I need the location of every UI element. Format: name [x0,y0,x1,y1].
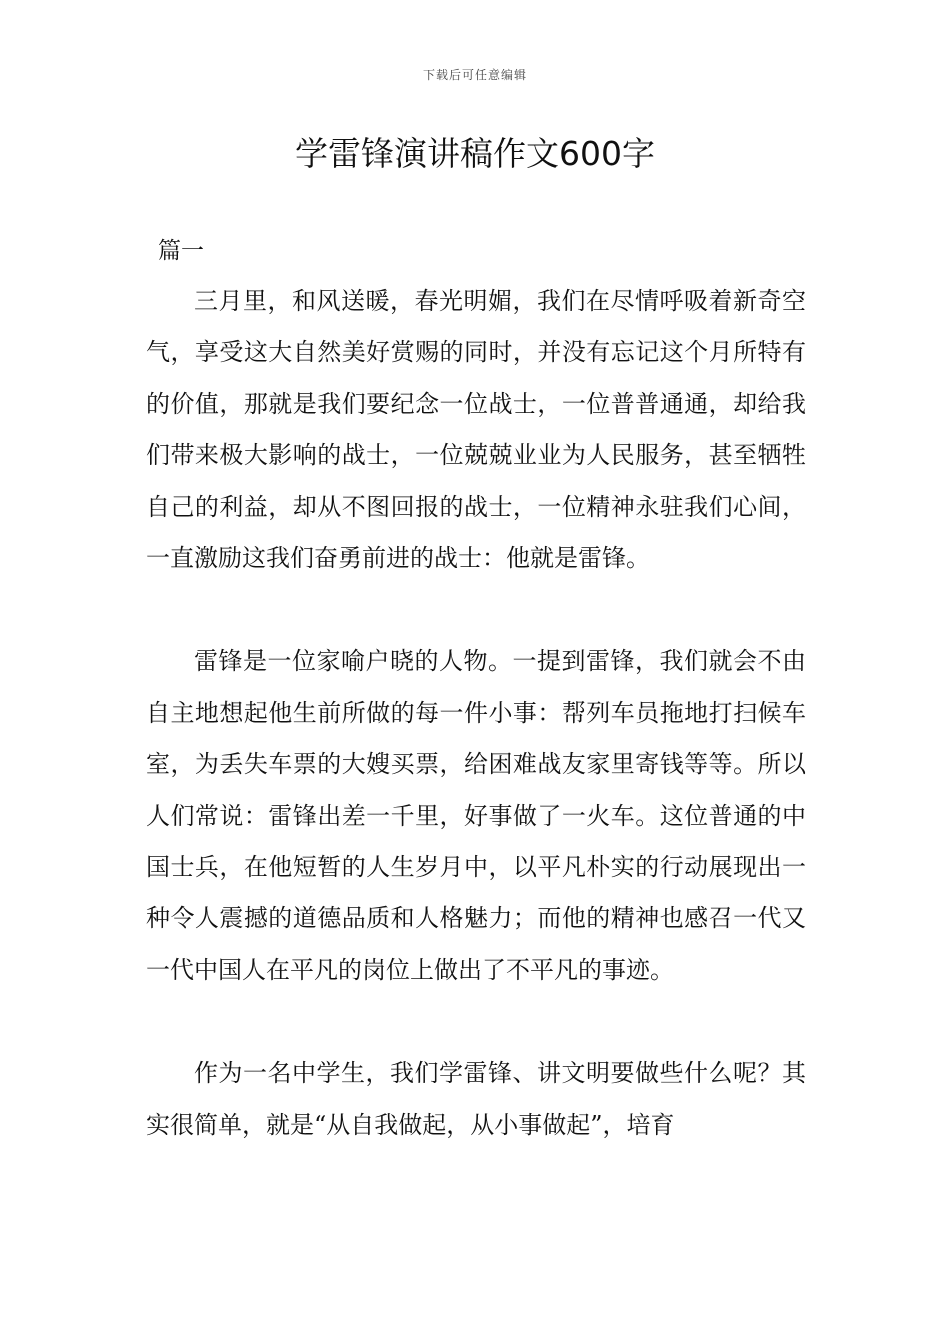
header-note: 下载后可任意编辑 [422,68,527,82]
document-body [146,276,806,1151]
document-title: 学雷锋演讲稿作文600字 [295,134,655,173]
paragraph-1: 三月里，和风送暖，春光明媚，我们在尽情呼吸着新奇空气，享受这大自然美好赏赐的同时，并没有忘记这个月所特有的价值，那就是我们要纪念一位战士，一位普普通通，却给我们带来极大影响的战士，一位兢兢业业为人民服务，甚至牺牲自己的利益，却从不图回报的战士，一位精神永驻我们心间，一直激励这我们奋勇前进的战士：他就是雷锋。 [146,287,806,573]
section-label: 篇一 [158,238,204,264]
paragraph-3: 作为一名中学生，我们学雷锋、讲文明要做些什么呢？其实很简单，就是“从自我做起，从小事做起”，培育 [146,1059,806,1139]
paragraph-2: 雷锋是一位家喻户晓的人物。一提到雷锋，我们就会不由自主地想起他生前所做的每一件小事：帮列车员拖地打扫候车室，为丢失车票的大嫂买票，给困难战友家里寄钱等等。所以人们常说：雷锋出差一千里，好事做了一火车。这位普通的中国士兵，在他短暂的人生岁月中，以平凡朴实的行动展现出一种令人震撼的道德品质和人格魅力；而他的精神也感召一代又一代中国人在平凡的岗位上做出了不平凡的事迹。 [146,647,806,984]
